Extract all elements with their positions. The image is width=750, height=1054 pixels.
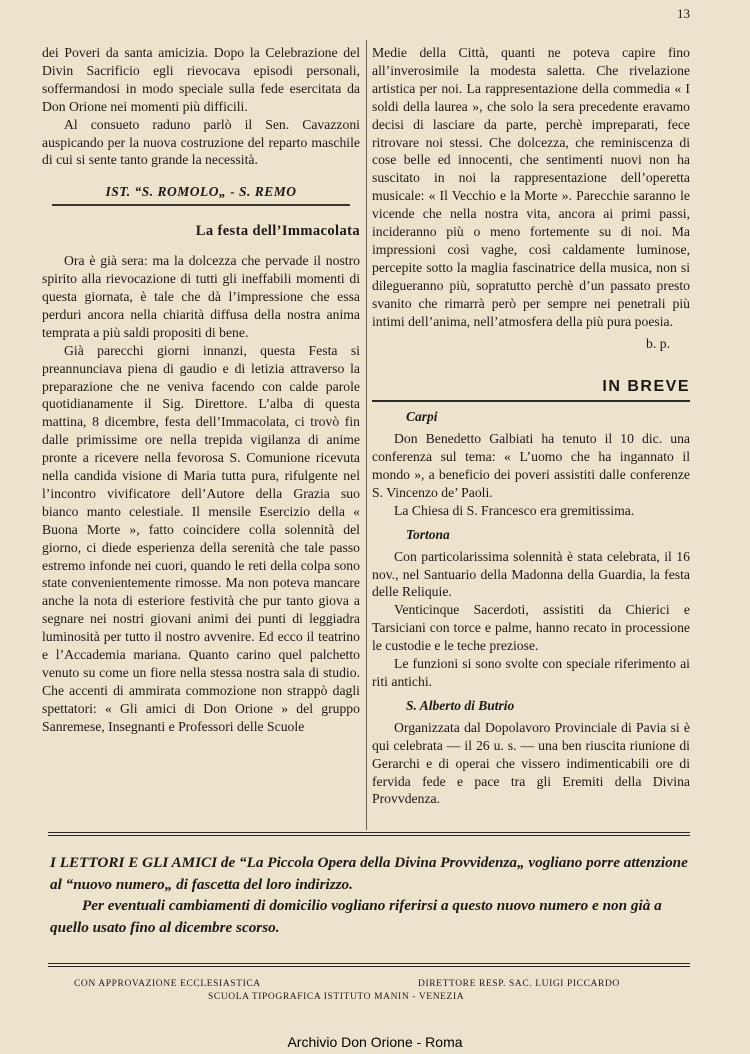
- ecclesiastical-approval: CON APPROVAZIONE ECCLESIASTICA: [74, 979, 261, 989]
- news-place-carpi: Carpi: [406, 409, 438, 425]
- news-paragraph: La Chiesa di S. Francesco era gremitissima.: [394, 502, 635, 518]
- article-paragraph: Già parecchi giorni innanzi, questa Festa si preannunciava piena di gaudio e di letizia attraverso la preparazione che ne veniva facendo con calde parole quotidianamente il Sig. Direttore. L’alba di questa mattina, 8 dicembre, festa dell’Immacolata, ci trovò fin dalle primissime ore nella trepida vigilanza di anime pronte a ricevere nella fevorosa S. Comunione ricevuta nella candida visione di Maria tutta pura, rifulgente nel l’incontro vivificatore dell’Autore della Grazia suo bianco manto celestiale. Il mensile Esercizio della « Buona Morte », fatto coincidere colla solennità del giorno, ci diede esperienza della serenità che tale passo estremo infonde nei cuori, quando le reti della colpa sono state convenientemente rimosse. Ma non poteva mancare anche la nota di esteriore festività che pur tanto giova a segnare nei nostri giovani animi dei punti di leggiadra luminosità per tutto il nostro avvenire. Ed ecco il teatrino e l’Accademia mariana. Quanto carino quel palchetto venuto su come un fiore nella stessa nostra sala di studio. Che accenti di ammirata commozione non strappò dagli spettatori: « Gli amici di Don Orione » del gruppo Sanremese, Insegnanti e Professori delle Scuole: [42, 342, 360, 734]
- intro-paragraph: Al consueto raduno parlò il Sen. Cavazzoni auspicando per la nuova costruzione del reparto maschile di cui si sente tanto grande la necessità.: [42, 116, 360, 168]
- heading-divider: [52, 204, 350, 206]
- notice-line-1: I LETTORI E GLI AMICI de “La Piccola Opera della Divina Provvidenza„ vogliano porre attenzione al “nuovo numero„ di fascetta del loro indirizzo.: [50, 854, 688, 893]
- news-paragraph: Con particolarissima solennità è stata celebrata, il 16 nov., nel Santuario della Madonna della Guardia, la festa delle Reliquie.: [372, 548, 690, 600]
- director-credit: DIRETTORE RESP. SAC. LUIGI PICCARDO: [418, 979, 620, 989]
- column-divider: [366, 40, 367, 830]
- notice-line-2: Per eventuali cambiamenti di domicilio vogliano riferirsi a questo nuovo numero e non già a quello usato fino al dicembre scorso.: [50, 897, 662, 936]
- article-signature: b. p.: [646, 335, 670, 351]
- news-place-butrio: S. Alberto di Butrio: [406, 697, 515, 713]
- news-paragraph: Organizzata dal Dopolavoro Provinciale di Pavia si è qui celebrata — il 26 u. s. — una ben riuscita riunione di Gerarchi e di operai che vissero indimenticabili ore di fervida fede e pace tra gli Eremiti della Divina Provvdenza.: [372, 719, 690, 807]
- page-number: 13: [677, 6, 690, 21]
- section-divider: [372, 400, 690, 402]
- article-continuation: Medie della Città, quanti ne poteva capire fino all’inverosimile la modesta saletta. Che rivelazione artistica per noi. La rappresentazione della commedia « I soldi della laurea », che solo la sera precedente eravamo decisi di lasciare da parte, perchè impreparati, fece ritrovare noi stessi. Che dolcezza, che reminiscenza di cose belle ed innocenti, che sentimenti nuovi non ha suscitato in noi la rappresentazione dell’operetta musicale: « Il Vecchio e la Morte ». Parecchie saranno le vicende che nella nostra vita, ancora ai primi passi, incideranno più o meno fortemente su di noi. Ma impressioni così vaghe, così caldamente luminose, percepite sotto la maglia fascinatrice della musica, non si dilegueranno più, sopratutto perchè d’un passato presto svanito che rimarrà però per sempre nei penetrali più intimi dell’anima, nell’atmosfera della più pura poesia.: [372, 45, 690, 329]
- subscriber-notice: [50, 852, 700, 938]
- notice-top-rule: [48, 832, 690, 833]
- left-column: [42, 44, 360, 736]
- news-paragraph: Le funzioni si sono svolte con speciale riferimento ai riti antichi.: [372, 656, 690, 689]
- article-title: La festa dell’Immacolata: [195, 223, 360, 240]
- archive-footer: Archivio Don Orione - Roma: [287, 1034, 463, 1050]
- news-place-tortona: Tortona: [406, 526, 450, 542]
- section-heading: IN BREVE: [602, 378, 690, 396]
- imprint-top-rule-inner: [48, 966, 690, 967]
- printer-credit: SCUOLA TIPOGRAFICA ISTITUTO MANIN - VENEZIA: [208, 992, 465, 1002]
- imprint-top-rule: [48, 963, 690, 964]
- notice-top-rule-inner: [48, 835, 690, 836]
- news-paragraph: Don Benedetto Galbiati ha tenuto il 10 dic. una conferenza sul tema: « L’uomo che ha ingannato il mondo », a beneficio dei poveri assistiti dalle conferenze S. Vincenzo de’ Paoli.: [372, 431, 690, 500]
- news-paragraph: Venticinque Sacerdoti, assistiti da Chierici e Tarsiciani con torce e palme, hanno recato in processione le custodie e le teche preziose.: [372, 602, 690, 654]
- intro-paragraph: dei Poveri da santa amicizia. Dopo la Celebrazione del Divin Sacrificio egli rievocava episodi personali, soffermandosi in modo speciale sulla fede esercitata da Don Orione nei momenti più difficili.: [42, 45, 360, 114]
- institute-heading: IST. “S. ROMOLO„ - S. REMO: [105, 184, 297, 200]
- right-column: [372, 44, 690, 808]
- article-paragraph: Ora è già sera: ma la dolcezza che pervade il nostro spirito alla rievocazione di tutti gli ineffabili momenti di questa giornata, è tale che dà l’impressione che essa perduri ancora nella chiarità diffusa della nostra anima temprata a più saldi propositi di bene.: [42, 253, 360, 340]
